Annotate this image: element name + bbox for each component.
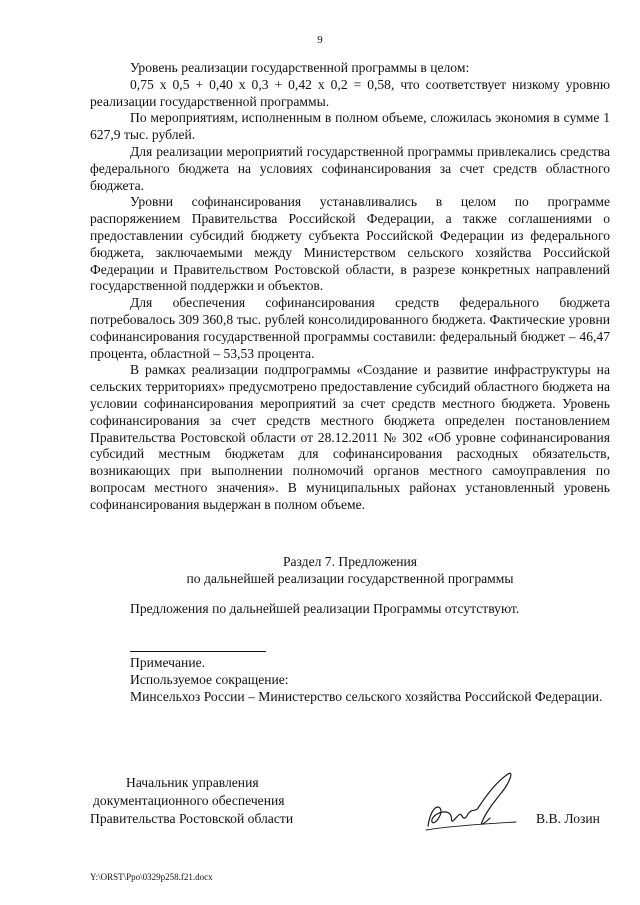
paragraph: Уровни софинансирования устанавливались в целом по программе распоряжением Правительства Российской Федерации, а также соглашениями о предоставлении субсидий бюджету субъекта Российской Федерации из федерального бюджета, заключаемыми между Министерством сельского хозяйства Российской Федерации и Правительством Ростовской области, в разрезе конкретных направлений государственной поддержки и объектов. [90, 194, 610, 294]
file-path: Y:\ORST\Ppo\0329p258.f21.docx [90, 872, 213, 882]
signer-name: В.В. Лозин [536, 811, 600, 826]
notes-subheading: Используемое сокращение: [130, 672, 289, 687]
paragraph: В рамках реализации подпрограммы «Создание и развитие инфраструктуры на сельских территориях» предусмотрено предоставление субсидий областного бюджета на условии софинансирования мероприятий за счет средств местного бюджета. Уровень софинансирования за счет средств местного бюджета определен постановлением Правительства Ростовской области от 28.12.2011 № 302 «Об уровне софинансирования субсидий местным бюджетам для софинансирования расходных обязательств, возникающих при выполнении полномочий органов местного самоуправления по вопросам местного значения». В муниципальных районах установленный уровень софинансирования выдержан в полном объеме. [90, 362, 610, 512]
abbreviation-entry: Минсельхоз России – Министерство сельского хозяйства Российской Федерации. [130, 689, 603, 704]
document-body [90, 60, 610, 514]
position-line: Правительства Ростовской области [90, 811, 294, 826]
section-subtitle: по дальнейшей реализации государственной программы [186, 571, 514, 586]
section-heading [90, 553, 610, 587]
notes-heading: Примечание. [130, 655, 206, 670]
footnote-divider [130, 651, 266, 652]
paragraph: Для реализации мероприятий государственной программы привлекались средства федерального бюджета на условиях софинансирования за счет средств областного бюджета. [90, 143, 610, 193]
page-number: 9 [317, 34, 323, 46]
section-title: Раздел 7. Предложения [282, 554, 418, 569]
paragraph: 0,75 x 0,5 + 0,40 x 0,3 + 0,42 x 0,2 = 0,58, что соответствует низкому уровню реализации государственной программы. [90, 76, 610, 109]
paragraph: По мероприятиям, исполненным в полном объеме, сложилась экономия в сумме 1 627,9 тыс. рублей. [90, 110, 610, 143]
paragraph: Уровень реализации государственной программы в целом: [130, 60, 470, 75]
paragraph: Для обеспечения софинансирования средств федерального бюджета потребовалось 309 360,8 тыс. рублей консолидированного бюджета. Фактические уровни софинансирования государственной программы составили: федеральный бюджет – 46,47 процента, областной – 53,53 процента. [90, 295, 610, 361]
section-text: Предложения по дальнейшей реализации Программы отсутствуют. [130, 601, 520, 616]
signatory-position [90, 774, 293, 828]
handwritten-signature [420, 768, 530, 840]
notes-block [90, 654, 610, 705]
position-line: Начальник управления [126, 775, 259, 790]
position-line: документационного обеспечения [93, 793, 285, 808]
